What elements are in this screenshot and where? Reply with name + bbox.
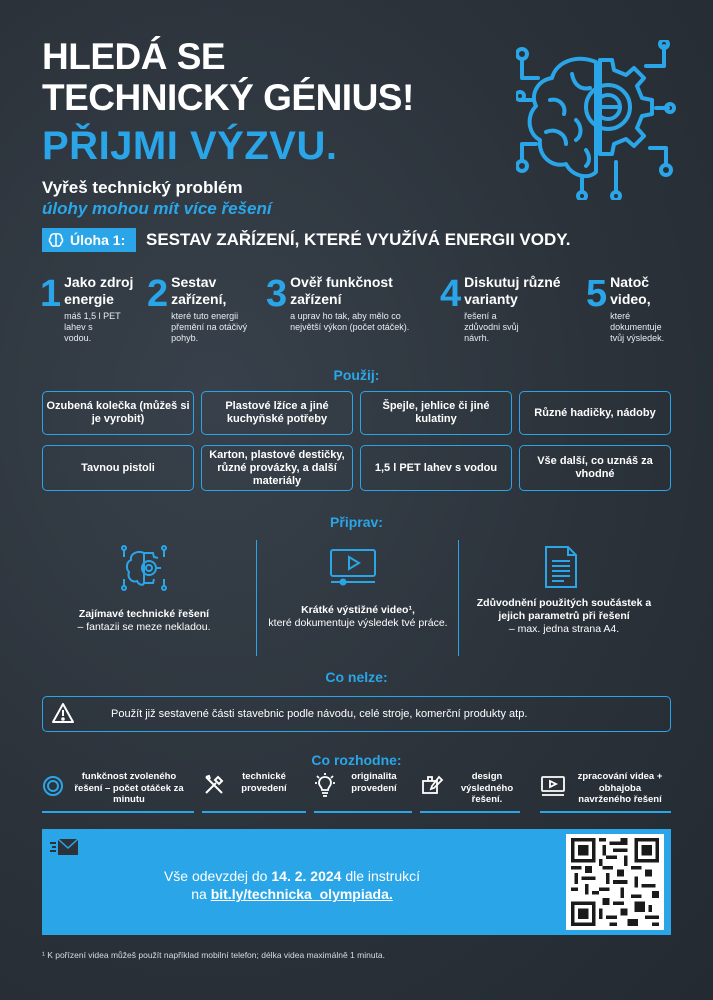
- step-desc: řešení a zdůvodni svůj návrh.: [464, 311, 519, 343]
- qr-code-image: [570, 838, 660, 926]
- priprav-bold: Zajímavé technické řešení: [78, 608, 210, 620]
- task-text: SESTAV ZAŘÍZENÍ, KTERÉ VYUŽÍVÁ ENERGII VODY.: [146, 230, 571, 249]
- task-badge-label: Úloha 1:: [70, 232, 126, 248]
- step-4: [440, 274, 575, 344]
- priprav-item-3: [466, 597, 662, 636]
- material-box: Karton, plastové destičky, různé provázky, a další materiály: [201, 445, 353, 491]
- divider: [256, 540, 257, 656]
- material-box: Špejle, jehlice či jiné kulatiny: [360, 391, 512, 435]
- submission-text-after: dle instrukcí: [345, 868, 421, 884]
- priprav-rest: – max. jedna strana A4.: [508, 623, 620, 635]
- nelze-text: Použít již sestavené části stavebnic podle návodu, celé stroje, komerční produkty atp.: [111, 708, 528, 720]
- priprav-bold: Zdůvodnění použitých součástek a jejich parametrů při řešení: [476, 597, 652, 622]
- step-title: Natoč video,: [610, 274, 651, 307]
- material-box: Plastové lžíce a jiné kuchyňské potřeby: [201, 391, 353, 435]
- criterion-text: originalita provedení: [351, 771, 397, 794]
- material-box: Ozubená kolečka (můžeš si je vyrobit): [42, 391, 194, 435]
- step-desc: které tuto energii přemění na otáčivý pohyb.: [171, 311, 248, 343]
- design-icon: [420, 773, 444, 797]
- title-line-1: HLEDÁ SE: [42, 36, 226, 77]
- priprav-item-2: [260, 604, 456, 630]
- criterion-underline: [314, 811, 412, 813]
- criterion-underline: [420, 811, 520, 813]
- step-number: 1: [40, 273, 62, 315]
- step-number: 2: [147, 273, 169, 315]
- target-icon: [42, 775, 64, 797]
- step-1: [40, 274, 140, 344]
- submission-text-na: na: [191, 886, 207, 902]
- nelze-box: [42, 696, 671, 732]
- priprav-rest: – fantazii se meze nekladou.: [77, 621, 211, 633]
- brain-icon: [48, 232, 64, 248]
- step-title: Sestav zařízení,: [171, 274, 227, 307]
- step-title: Diskutuj různé varianty: [464, 274, 561, 307]
- criterion-text: design výsledného řešení.: [460, 771, 514, 805]
- material-box: Různé hadičky, nádoby: [519, 391, 671, 435]
- brain-gear-icon: [121, 545, 167, 591]
- priprav-bold: Krátké výstižné video¹,: [301, 604, 415, 616]
- submission-text-before: Vše odevzdej do: [163, 868, 268, 884]
- step-desc: máš 1,5 l PET lahev s vodou.: [64, 311, 121, 343]
- section-title-pouzij: Použij:: [333, 367, 380, 383]
- step-desc: a uprav ho tak, aby mělo co největší výkon (počet otáček).: [290, 311, 410, 332]
- title-challenge: PŘIJMI VÝZVU.: [42, 124, 338, 168]
- qr-code[interactable]: [566, 834, 664, 930]
- criterion-underline: [540, 811, 671, 813]
- section-title-rozhodne: Co rozhodne:: [311, 752, 402, 768]
- criterion-underline: [202, 811, 306, 813]
- criterion-2: [202, 771, 306, 797]
- criterion-text: technické provedení: [241, 771, 287, 794]
- submission-date: 14. 2. 2024: [271, 868, 342, 884]
- divider: [458, 540, 459, 656]
- step-number: 5: [586, 273, 608, 315]
- step-3: [266, 274, 426, 333]
- subtitle-italic: úlohy mohou mít více řešení: [42, 199, 272, 218]
- brain-gear-icon: [516, 40, 676, 200]
- section-title-priprav: Připrav:: [330, 514, 383, 530]
- step-title: Ověř funkčnost zařízení: [290, 274, 393, 307]
- warning-icon: [51, 702, 75, 724]
- criterion-underline: [42, 811, 194, 813]
- title-line-2: TECHNICKÝ GÉNIUS!: [42, 77, 414, 118]
- section-title-nelze: Co nelze:: [325, 669, 388, 685]
- step-number: 3: [266, 273, 288, 315]
- step-2: [147, 274, 262, 344]
- task-badge: [42, 228, 136, 252]
- submission-box: [42, 829, 671, 935]
- criterion-1: [42, 771, 194, 806]
- step-5: [586, 274, 696, 344]
- main-title: [42, 36, 414, 118]
- step-title: Jako zdroj energie: [64, 274, 134, 307]
- criterion-3: [314, 771, 412, 797]
- step-number: 4: [440, 273, 462, 315]
- submission-text: [42, 867, 542, 903]
- priprav-rest: které dokumentuje výsledek tvé práce.: [268, 617, 448, 629]
- video-icon: [540, 775, 566, 797]
- footnote: ¹ K pořízení videa můžeš použít například mobilní telefon; délka videa maximálně 1 minuta.: [42, 950, 386, 960]
- step-desc: které dokumentuje tvůj výsledek.: [610, 311, 665, 343]
- lightbulb-icon: [314, 773, 336, 797]
- material-box: Vše další, co uznáš za vhodné: [519, 445, 671, 491]
- priprav-item-1: [42, 608, 246, 634]
- submission-link[interactable]: bit.ly/technicka_olympiada.: [210, 886, 393, 902]
- criterion-text: funkčnost zvoleného řešení – počet otáček za minutu: [74, 771, 184, 805]
- tools-icon: [202, 773, 226, 797]
- criterion-text: zpracování videa + obhajoba navrženého řešení: [577, 771, 663, 805]
- material-box: 1,5 l PET lahev s vodou: [360, 445, 512, 491]
- video-player-icon: [329, 548, 377, 588]
- criterion-4: [420, 771, 530, 806]
- subtitle: Vyřeš technický problém: [42, 178, 243, 197]
- document-icon: [544, 545, 578, 589]
- envelope-icon: [50, 837, 80, 859]
- criterion-5: [540, 771, 671, 806]
- material-box: Tavnou pistoli: [42, 445, 194, 491]
